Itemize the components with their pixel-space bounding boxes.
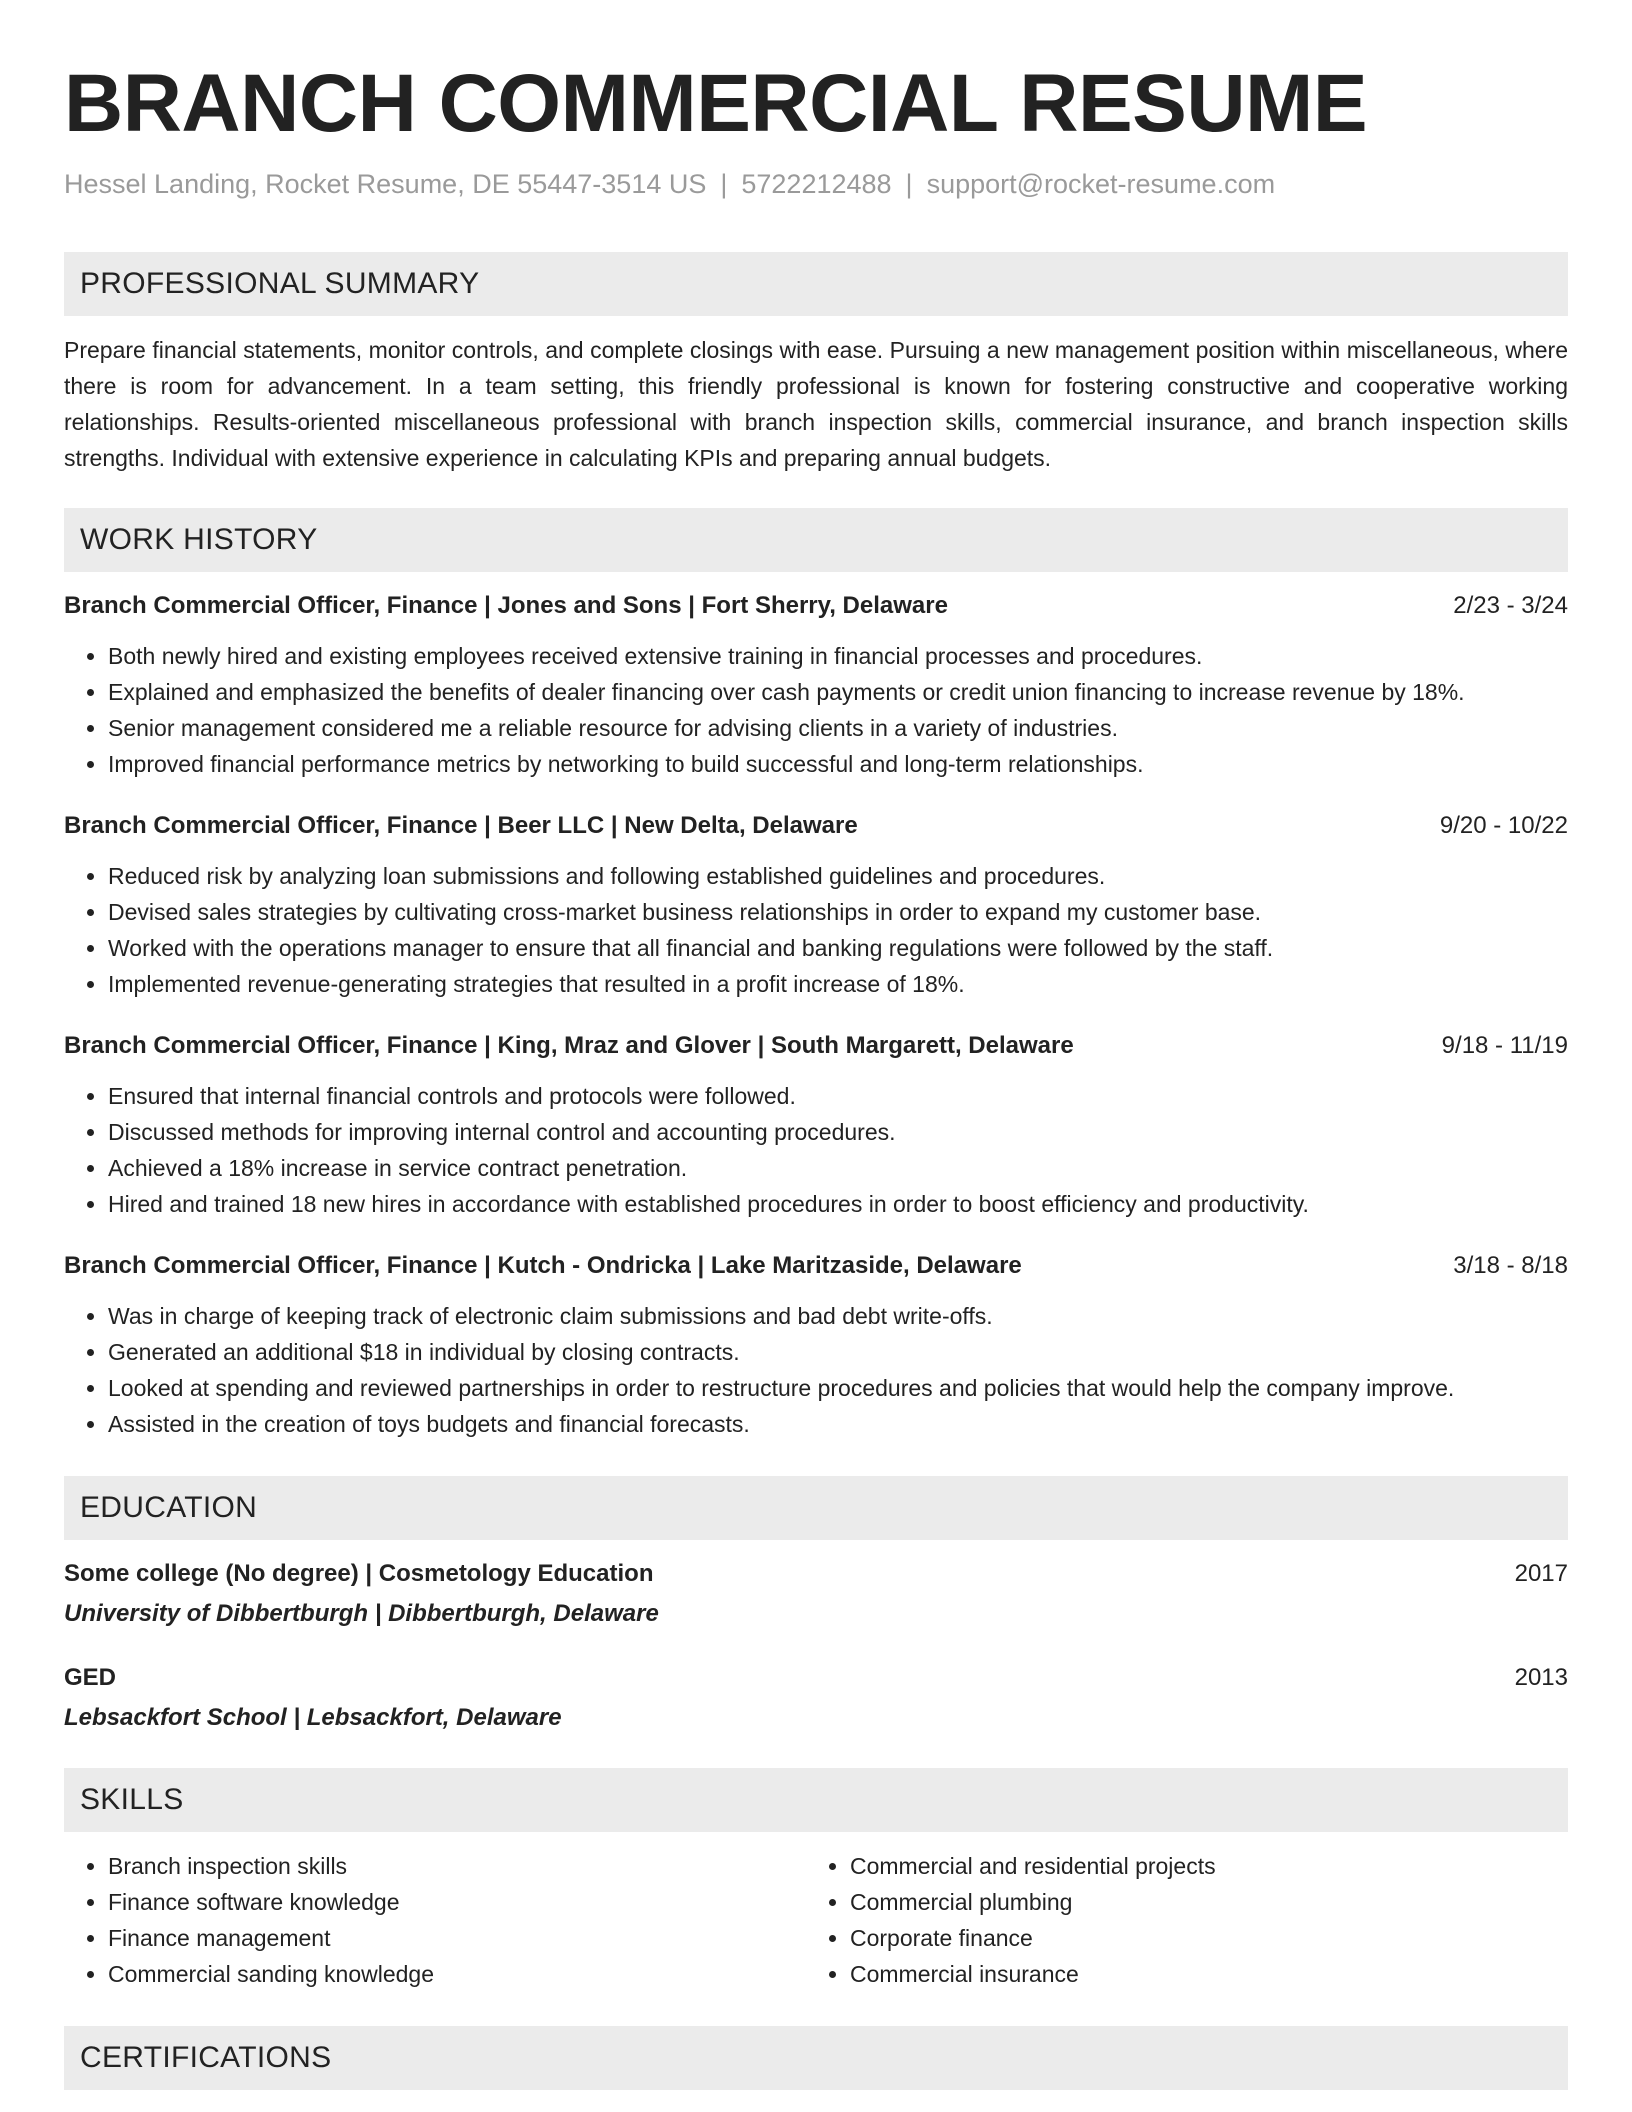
job-bullet: • Implemented revenue-generating strategies that resulted in a profit increase of 18%.	[108, 966, 1568, 1002]
job-bullet: • Assisted in the creation of toys budgets and financial forecasts.	[108, 1406, 1568, 1442]
skill-item: • Corporate finance	[850, 1920, 1548, 1956]
job-bullet: • Achieved a 18% increase in service contract penetration.	[108, 1150, 1568, 1186]
job-heading: Branch Commercial Officer, Finance | Jones and Sons | Fort Sherry, Delaware	[64, 592, 948, 619]
education-school: University of Dibbertburgh | Dibbertburgh, Delaware	[64, 1600, 659, 1627]
skills-column-right	[806, 1848, 1548, 1992]
job-bullets	[64, 1298, 1568, 1442]
job-heading: Branch Commercial Officer, Finance | King, Mraz and Glover | South Margarett, Delaware	[64, 1032, 1074, 1059]
job-entry	[64, 810, 1568, 1002]
education-header	[64, 1558, 1568, 1590]
job-dates: 3/18 - 8/18	[1453, 1252, 1568, 1279]
education-year: 2013	[1514, 1664, 1568, 1691]
contact-email: support@rocket-resume.com	[926, 169, 1276, 199]
skill-item: • Commercial and residential projects	[850, 1848, 1548, 1884]
skills-column-left	[64, 1848, 806, 1992]
job-bullet: • Was in charge of keeping track of electronic claim submissions and bad debt write-offs.	[108, 1298, 1568, 1334]
skill-item: • Commercial insurance	[850, 1956, 1548, 1992]
job-dates: 9/20 - 10/22	[1439, 812, 1568, 839]
job-bullet: • Worked with the operations manager to ensure that all financial and banking regulations were followed by the staff.	[108, 930, 1568, 966]
summary-text: Prepare financial statements, monitor controls, and complete closings with ease. Pursuing a new management position within miscellaneous, where there is room for advancement. In a team setting, this friendly professional is known for fostering constructive and cooperative working relationships. Results-oriented miscellaneous professional with branch inspection skills, commercial insurance, and branch inspection skills strengths. Individual with extensive experience in calculating KPIs and preparing annual budgets.	[64, 337, 1568, 471]
contact-separator: |	[905, 169, 913, 199]
job-bullet: • Generated an additional $18 in individual by closing contracts.	[108, 1334, 1568, 1370]
job-header	[64, 1250, 1568, 1282]
section-header-work-history: WORK HISTORY	[64, 508, 1568, 572]
skill-item: • Commercial plumbing	[850, 1884, 1548, 1920]
contact-address: Hessel Landing, Rocket Resume, DE 55447-3514 US	[64, 169, 707, 199]
skill-item: • Finance software knowledge	[108, 1884, 806, 1920]
skill-item: • Commercial sanding knowledge	[108, 1956, 806, 1992]
section-header-certifications: CERTIFICATIONS	[64, 2026, 1568, 2090]
contact-separator: |	[720, 169, 728, 199]
education-entry	[64, 1558, 1568, 1630]
job-bullets	[64, 638, 1568, 782]
skills-list	[64, 1848, 1568, 1992]
job-header	[64, 1030, 1568, 1062]
job-bullet: • Improved financial performance metrics by networking to build successful and long-term relationships.	[108, 746, 1568, 782]
job-entry	[64, 1030, 1568, 1222]
education-entry	[64, 1662, 1568, 1734]
job-bullet: • Both newly hired and existing employees received extensive training in financial processes and procedures.	[108, 638, 1568, 674]
skill-item: • Finance management	[108, 1920, 806, 1956]
job-bullet: • Reduced risk by analyzing loan submissions and following established guidelines and procedures.	[108, 858, 1568, 894]
job-bullet: • Devised sales strategies by cultivating cross-market business relationships in order to expand my customer base.	[108, 894, 1568, 930]
job-bullet: • Senior management considered me a reliable resource for advising clients in a variety of industries.	[108, 710, 1568, 746]
section-header-education: EDUCATION	[64, 1476, 1568, 1540]
job-header	[64, 590, 1568, 622]
job-heading: Branch Commercial Officer, Finance | Kutch - Ondricka | Lake Maritzaside, Delaware	[64, 1252, 1022, 1279]
education-school: Lebsackfort School | Lebsackfort, Delaware	[64, 1704, 562, 1731]
job-entry	[64, 1250, 1568, 1442]
job-bullet: • Looked at spending and reviewed partnerships in order to restructure procedures and policies that would help the company improve.	[108, 1370, 1568, 1406]
job-dates: 2/23 - 3/24	[1453, 592, 1568, 619]
skill-item: • Branch inspection skills	[108, 1848, 806, 1884]
job-bullet: • Ensured that internal financial controls and protocols were followed.	[108, 1078, 1568, 1114]
section-header-skills: SKILLS	[64, 1768, 1568, 1832]
contact-line	[64, 166, 1568, 202]
job-entry	[64, 590, 1568, 782]
contact-phone: 5722212488	[741, 169, 892, 199]
job-heading: Branch Commercial Officer, Finance | Beer LLC | New Delta, Delaware	[64, 812, 858, 839]
job-bullet: • Hired and trained 18 new hires in accordance with established procedures in order to boost efficiency and productivity.	[108, 1186, 1568, 1222]
job-bullets	[64, 1078, 1568, 1222]
job-header	[64, 810, 1568, 842]
section-header-summary: PROFESSIONAL SUMMARY	[64, 252, 1568, 316]
education-degree: GED	[64, 1664, 117, 1691]
education-degree: Some college (No degree) | Cosmetology Education	[64, 1560, 654, 1587]
education-header	[64, 1662, 1568, 1694]
resume-title: BRANCH COMMERCIAL RESUME	[64, 58, 1368, 149]
job-bullet: • Explained and emphasized the benefits of dealer financing over cash payments or credit union financing to increase revenue by 18%.	[108, 674, 1568, 710]
education-year: 2017	[1514, 1560, 1568, 1587]
job-bullets	[64, 858, 1568, 1002]
job-bullet: • Discussed methods for improving internal control and accounting procedures.	[108, 1114, 1568, 1150]
job-dates: 9/18 - 11/19	[1441, 1032, 1568, 1059]
